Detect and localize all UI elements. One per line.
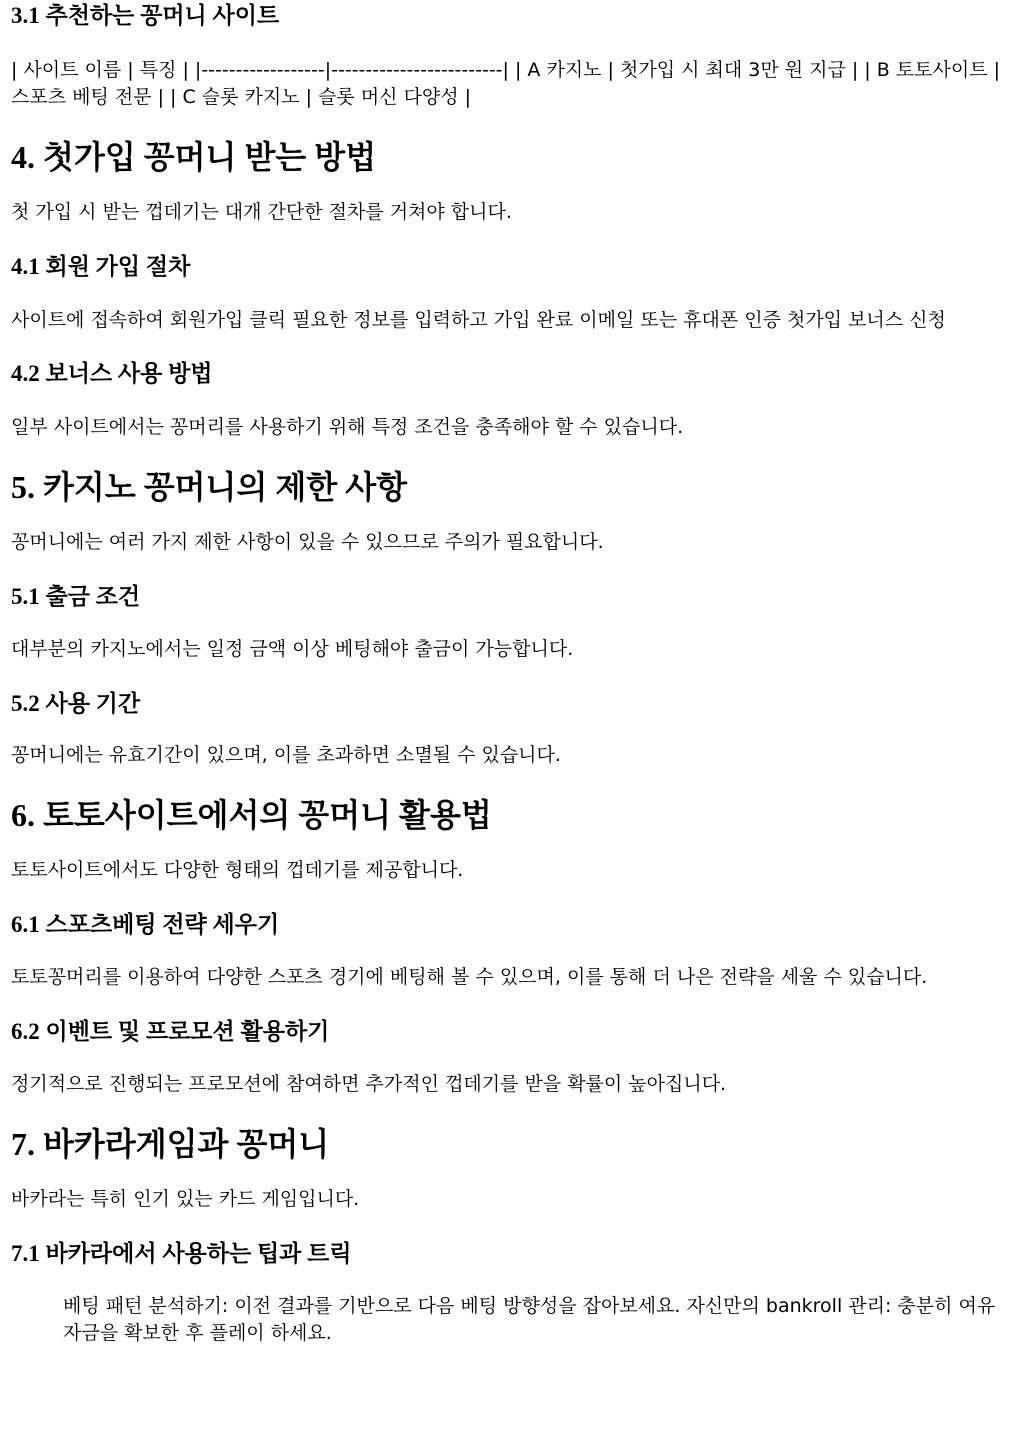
- heading-6: 6. 토토사이트에서의 꽁머니 활용법: [11, 797, 492, 833]
- heading-4-2: 4.2 보너스 사용 방법: [11, 361, 213, 386]
- blockquote-7-1: 베팅 패턴 분석하기: 이전 결과를 기반으로 다음 베팅 방향성을 잡아보세요. 자신만의 bankroll 관리: 충분히 여유 자금을 확보한 후 플레이 하세요.: [63, 1295, 996, 1344]
- paragraph-6-1: 토토꽁머리를 이용하여 다양한 스포츠 경기에 베팅해 볼 수 있으며, 이를 통해 더 나은 전략을 세울 수 있습니다.: [11, 966, 928, 988]
- heading-7: 7. 바카라게임과 꽁머니: [11, 1126, 330, 1162]
- paragraph-6: 토토사이트에서도 다양한 형태의 껍데기를 제공합니다.: [11, 859, 464, 881]
- heading-5-1: 5.1 출금 조건: [11, 584, 141, 609]
- paragraph-4: 첫 가입 시 받는 껍데기는 대개 간단한 절차를 거쳐야 합니다.: [11, 201, 512, 223]
- paragraph-5-1: 대부분의 카지노에서는 일정 금액 이상 베팅해야 출금이 가능합니다.: [11, 638, 574, 660]
- heading-3-1: 3.1 추천하는 꽁머니 사이트: [11, 3, 280, 28]
- paragraph-7: 바카라는 특히 인기 있는 카드 게임입니다.: [11, 1188, 360, 1210]
- paragraph-6-2: 정기적으로 진행되는 프로모션에 참여하면 추가적인 껍데기를 받을 확률이 높아집니다.: [11, 1073, 727, 1095]
- paragraph-5: 꽁머니에는 여러 가지 제한 사항이 있을 수 있으므로 주의가 필요합니다.: [11, 531, 604, 553]
- heading-5-2: 5.2 사용 기간: [11, 691, 141, 716]
- paragraph-5-2: 꽁머니에는 유효기간이 있으며, 이를 초과하면 소멸될 수 있습니다.: [11, 744, 561, 766]
- heading-6-2: 6.2 이벤트 및 프로모션 활용하기: [11, 1019, 330, 1044]
- heading-4-1: 4.1 회원 가입 절차: [11, 254, 191, 279]
- site-table-text: | 사이트 이름 | 특징 | |------------------|-------------------------| | A 카지노 | 첫가입 시 최대 3만 원 지급 | | B 토토사이트 | 스포츠 베팅 전문 | | C 슬롯 카지노 | 슬롯 머신 다양성 |: [11, 59, 1001, 108]
- paragraph-4-2: 일부 사이트에서는 꽁머리를 사용하기 위해 특정 조건을 충족해야 할 수 있습니다.: [11, 416, 684, 438]
- heading-6-1: 6.1 스포츠베팅 전략 세우기: [11, 912, 280, 937]
- paragraph-4-1: 사이트에 접속하여 회원가입 클릭 필요한 정보를 입력하고 가입 완료 이메일 또는 휴대폰 인증 첫가입 보너스 신청: [11, 309, 946, 331]
- heading-4: 4. 첫가입 꽁머니 받는 방법: [11, 139, 377, 175]
- heading-7-1: 7.1 바카라에서 사용하는 팁과 트릭: [11, 1241, 352, 1266]
- heading-5: 5. 카지노 꽁머니의 제한 사항: [11, 469, 408, 505]
